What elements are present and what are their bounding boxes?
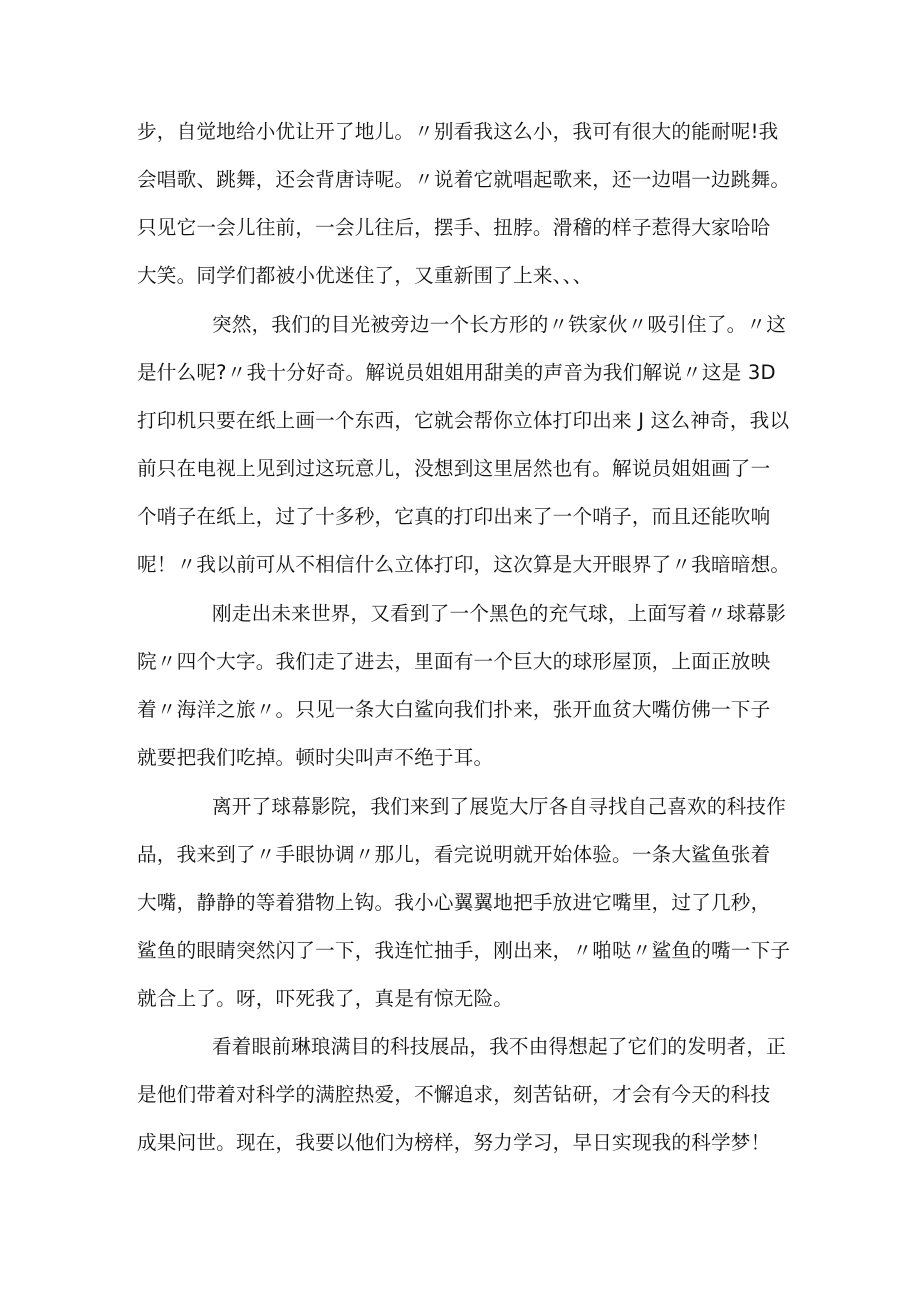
text-line: 个哨子在纸上，过了十多秒，它真的打印出来了一个哨子，而且还能吹响 <box>137 505 771 528</box>
text-line: 看着眼前琳琅满目的科技展品，我不由得想起了它们的发明者，正 <box>212 1035 787 1058</box>
text-line: 就要把我们吃掉。顿时尖叫声不绝于耳。 <box>137 746 494 769</box>
text-line: 是什么呢?〃我十分好奇。解说员姐姐用甜美的声音为我们解说〃这是 3D <box>137 361 776 384</box>
text-line: 打印机只要在纸上画一个东西，它就会帮你立体打印出来 J 这么神奇，我以 <box>137 409 790 432</box>
text-line: 成果问世。现在，我要以他们为榜样，努力学习，早日实现我的科学梦！ <box>137 1131 771 1154</box>
text-line: 会唱歌、跳舞，还会背唐诗呢。〃说着它就唱起歌来，还一边唱一边跳舞。 <box>137 168 791 191</box>
text-line: 步，自觉地给小优让开了地儿。〃别看我这么小，我可有很大的能耐呢!我 <box>137 120 779 143</box>
text-line: 就合上了。呀，吓死我了，真是有惊无险。 <box>137 987 514 1010</box>
text-line: 呢！〃我以前可从不相信什么立体打印，这次算是大开眼界了〃我暗暗想。 <box>137 553 791 576</box>
text-line: 院〃四个大字。我们走了进去，里面有一个巨大的球形屋顶，上面正放映 <box>137 650 771 673</box>
text-line: 突然，我们的目光被旁边一个长方形的〃铁家伙〃吸引住了。〃这 <box>212 313 787 336</box>
text-line: 大嘴，静静的等着猎物上钩。我小心翼翼地把手放进它嘴里，过了几秒， <box>137 891 771 914</box>
text-line: 鲨鱼的眼睛突然闪了一下，我连忙抽手，刚出来，〃啪哒〃鲨鱼的嘴一下子 <box>137 939 791 962</box>
text-line: 前只在电视上见到过这玩意儿，没想到这里居然也有。解说员姐姐画了一 <box>137 457 771 480</box>
text-line: 品，我来到了〃手眼协调〃那儿，看完说明就开始体验。一条大鲨鱼张着 <box>137 843 771 866</box>
text-line: 离开了球幕影院，我们来到了展览大厅各自寻找自己喜欢的科技作 <box>212 795 787 818</box>
text-line: 大笑。同学们都被小优迷住了，又重新围了上来、、、 <box>137 264 593 287</box>
text-line: 着〃海洋之旅〃。只见一条大白鲨向我们扑来，张开血贫大嘴仿佛一下子 <box>137 698 771 721</box>
text-line: 是他们带着对科学的满腔热爱，不懈追求，刻苦钻研，才会有今天的科技 <box>137 1083 771 1106</box>
text-line: 只见它一会儿往前，一会儿往后，摆手、扭脖。滑稽的样子惹得大家哈哈 <box>137 216 771 239</box>
text-line: 刚走出未来世界，又看到了一个黑色的充气球，上面写着〃球幕影 <box>212 602 787 625</box>
